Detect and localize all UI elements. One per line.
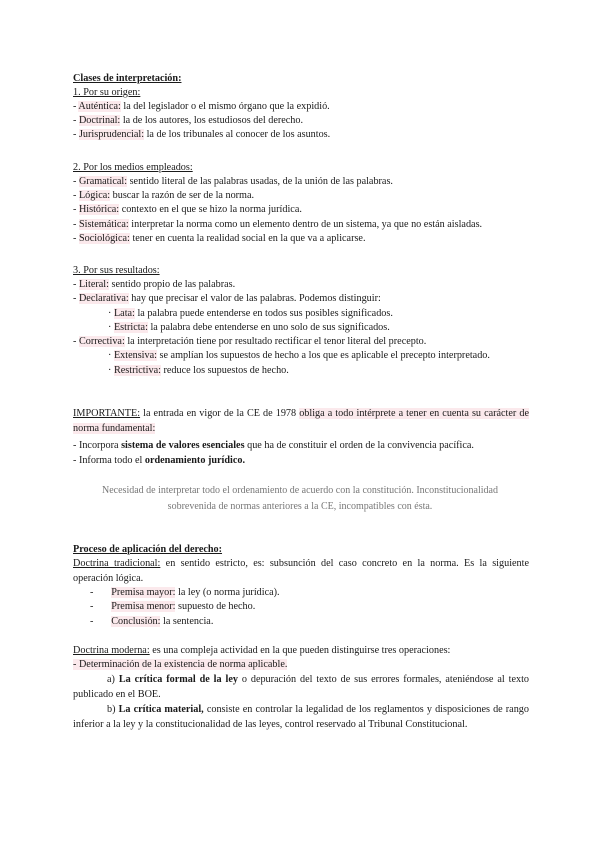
s3-sub-restrictiva: · Restrictiva: reduce los supuestos de hecho. xyxy=(108,365,289,376)
s1-item: - Auténtica: la del legislador o el mismo órgano que la expidió. xyxy=(73,101,330,112)
determinacion-item: - Determinación de la existencia de norma aplicable. xyxy=(73,659,288,670)
s1-item: - Jurisprudencial: la de los tribunales al conocer de los asuntos. xyxy=(73,129,331,140)
importante-item: - Informa todo el ordenamiento jurídico. xyxy=(73,455,246,466)
importante-paragraph: IMPORTANTE: la entrada en vigor de la CE de 1978 obliga a todo intérprete a tener en cuenta su carácter de norma fundamental: xyxy=(73,408,529,434)
importante-item: - Incorpora sistema de valores esenciales que ha de constituir el orden de la convivencia pacífica. xyxy=(73,440,474,451)
s3-item-literal: - Literal: sentido propio de las palabras. xyxy=(73,279,236,290)
s3-sub-lata: · Lata: la palabra puede entenderse en todos sus posibles significados. xyxy=(108,308,393,319)
proceso-title: Proceso de aplicación del derecho: xyxy=(73,544,223,555)
s2-item: - Gramatical: sentido literal de las palabras usadas, de la unión de las palabras. xyxy=(73,176,393,187)
s2-item: - Sociológica: tener en cuenta la realidad social en la que va a aplicarse. xyxy=(73,233,366,244)
s2-item: - Lógica: buscar la razón de ser de la norma. xyxy=(73,190,255,201)
s3-heading: 3. Por sus resultados: xyxy=(73,265,160,276)
premisa-item: - Premisa mayor: la ley (o norma jurídica). xyxy=(90,587,280,598)
s2-item: - Sistemática: interpretar la norma como un elemento dentro de un sistema, ya que no están aisladas. xyxy=(73,219,483,230)
s3-sub-extensiva: · Extensiva: se amplían los supuestos de hecho a los que es aplicable el precepto interpretado. xyxy=(108,350,490,361)
doctrina-moderna: Doctrina moderna: es una compleja actividad en la que pueden distinguirse tres operaciones: xyxy=(73,645,451,656)
s3-item-correctiva: - Correctiva: la interpretación tiene por resultado rectificar el tenor literal del precepto. xyxy=(73,336,427,347)
premisa-item: - Conclusión: la sentencia. xyxy=(90,616,214,627)
s1-heading: 1. Por su origen: xyxy=(73,87,141,98)
doctrina-tradicional-paragraph: Doctrina tradicional: en sentido estricto, es: subsunción del caso concreto en la norma. Es la siguiente operación lógica. xyxy=(73,558,529,584)
s2-heading: 2. Por los medios empleados: xyxy=(73,162,193,173)
s3-item-declarativa: - Declarativa: hay que precisar el valor de las palabras. Podemos distinguir: xyxy=(73,293,381,304)
note-line: sobrevenida de normas anteriores a la CE, incompatibles con ésta. xyxy=(167,501,433,512)
section-title: Clases de interpretación: xyxy=(73,73,182,84)
critica-formal-paragraph: a) La crítica formal de la ley o depuración del texto de sus errores formales, ateniéndose al texto publicado en el BOE. xyxy=(73,674,529,700)
note-line: Necesidad de interpretar todo el ordenamiento de acuerdo con la constitución. Inconstitucionalidad xyxy=(102,485,498,496)
s1-item: - Doctrinal: la de los autores, los estudiosos del derecho. xyxy=(73,115,304,126)
s2-item: - Histórica: contexto en el que se hizo la norma jurídica. xyxy=(73,204,302,215)
premisa-item: - Premisa menor: supuesto de hecho. xyxy=(90,601,256,612)
critica-material-paragraph: b) La crítica material, consiste en controlar la legalidad de los reglamentos y disposiciones de rango inferior a la ley y la constitucionalidad de las leyes, control reservado al Tribunal Constitucional. xyxy=(73,704,529,730)
s3-sub-estricta: · Estricta: la palabra debe entenderse en uno solo de sus significados. xyxy=(108,322,390,333)
